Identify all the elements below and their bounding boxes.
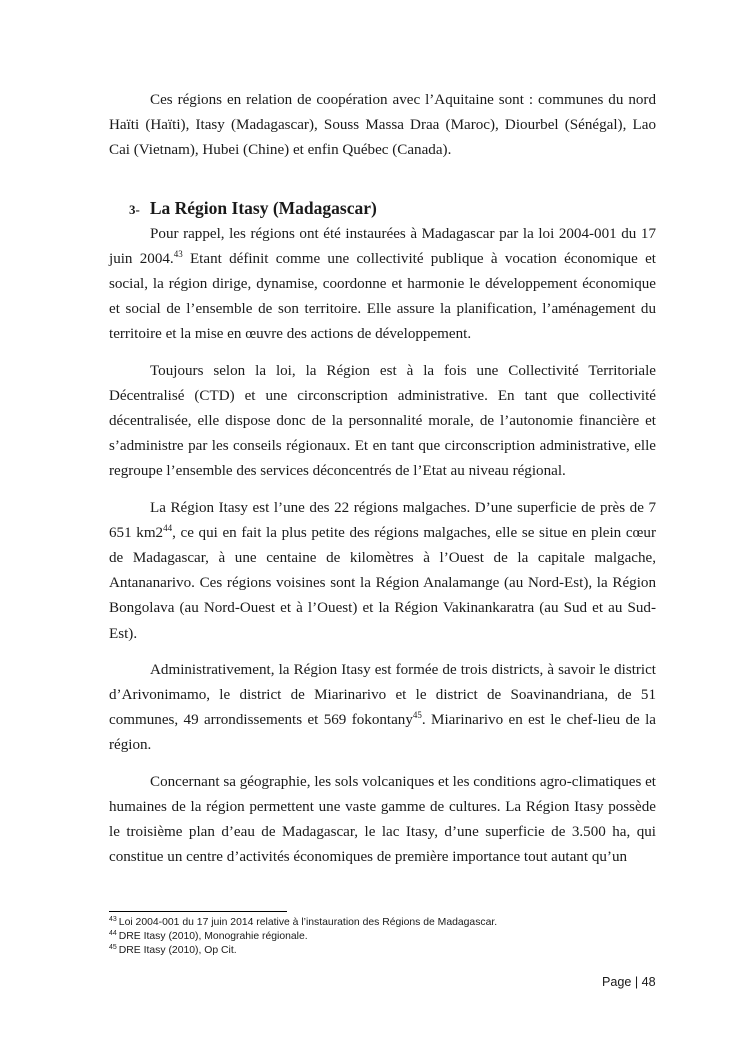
footnote-ref-44[interactable]: 44 bbox=[163, 522, 173, 533]
footnote-ref-45[interactable]: 45 bbox=[412, 710, 422, 721]
footnote-text: DRE Itasy (2010), Op Cit. bbox=[118, 945, 237, 956]
paragraph-text: Pour rappel, les régions ont été instaurées à Madagascar par la loi 2004-001 du 17 juin 2004. bbox=[109, 225, 656, 267]
footnotes bbox=[109, 916, 669, 958]
footnote-text: DRE Itasy (2010), Monograhie régionale. bbox=[118, 931, 308, 942]
paragraph-location bbox=[109, 496, 656, 647]
section-heading bbox=[129, 196, 656, 222]
footnote-43 bbox=[109, 916, 669, 930]
footnote-separator bbox=[109, 911, 287, 912]
intro-paragraph: Ces régions en relation de coopération avec l’Aquitaine sont : communes du nord Haïti (Haïti), Itasy (Madagascar), Souss Massa Draa (Maroc), Diourbel (Sénégal), Lao Cai (Vietnam), Hubei (Chine) et enfin Québec (Canada). bbox=[109, 92, 656, 159]
paragraph-text: La Région Itasy est l’une des 22 régions malgaches. D’une superficie de près de 7 651 km2 bbox=[109, 499, 656, 541]
paragraph-text: , ce qui en fait la plus petite des régions malgaches, elle se situe en plein cœur de Madagascar, à une centaine de kilomètres à l’Ouest de la capitale malgache, Antananarivo. Ces régions voisines sont la Région Analamange (au Nord-Est), la Région Bongolava (au Nord-Ouest et à l’Ouest) et la Région Vakinankaratra (au Sud et au Sud-Est). bbox=[109, 524, 657, 642]
footnote-44 bbox=[109, 930, 669, 944]
footnote-text: Loi 2004-001 du 17 juin 2014 relative à l’instauration des Régions de Madagascar. bbox=[118, 917, 498, 928]
footnote-number: 44 bbox=[109, 930, 117, 937]
page-number: Page | 48 bbox=[602, 975, 656, 989]
paragraph-text: . Miarinarivo en est le chef-lieu de la région. bbox=[109, 712, 656, 754]
footnote-number: 43 bbox=[109, 916, 117, 923]
paragraph-text: Etant définit comme une collectivité publique à vocation économique et social, la région dirige, dynamise, coordonne et harmonie le développement économique et social de l’ensemble de son territoire. Elle assure la planification, l’aménagement du territoire et la mise en œuvre des actions de développement. bbox=[109, 250, 656, 343]
paragraph-text: Administrativement, la Région Itasy est formée de trois districts, à savoir le district d’Arivonimamo, le district de Miarinarivo et le district de Soavinandriana, de 51 communes, 49 arrondissements et 569 fokontany bbox=[109, 661, 656, 729]
footnote-ref-43[interactable]: 43 bbox=[173, 248, 183, 259]
paragraph-administration bbox=[109, 658, 656, 759]
page-body bbox=[109, 88, 656, 870]
paragraph-geography: Concernant sa géographie, les sols volcaniques et les conditions agro-climatiques et humaines de la région permettent une vaste gamme de cultures. La Région Itasy possède le troisième plan d’eau de Madagascar, le lac Itasy, d’une superficie de 3.500 ha, qui constitue un centre d’activités économiques de première importance tout autant qu’un bbox=[109, 773, 656, 866]
footnote-45 bbox=[109, 944, 669, 958]
footnote-number: 45 bbox=[109, 944, 117, 951]
section-title: La Région Itasy (Madagascar) bbox=[149, 197, 377, 218]
paragraph-creation bbox=[109, 222, 656, 348]
section-number: 3- bbox=[129, 201, 140, 217]
paragraph-status: Toujours selon la loi, la Région est à la fois une Collectivité Territoriale Décentralisé (CTD) et une circonscription administrative. En tant que collectivité décentralisée, elle dispose donc de la personnalité morale, de l’autonomie financière et s’administre par les conseils régionaux. Et en tant que circonscription administrative, elle regroupe l’ensemble des services déconcentrés de l’Etat au niveau régional. bbox=[109, 362, 656, 480]
